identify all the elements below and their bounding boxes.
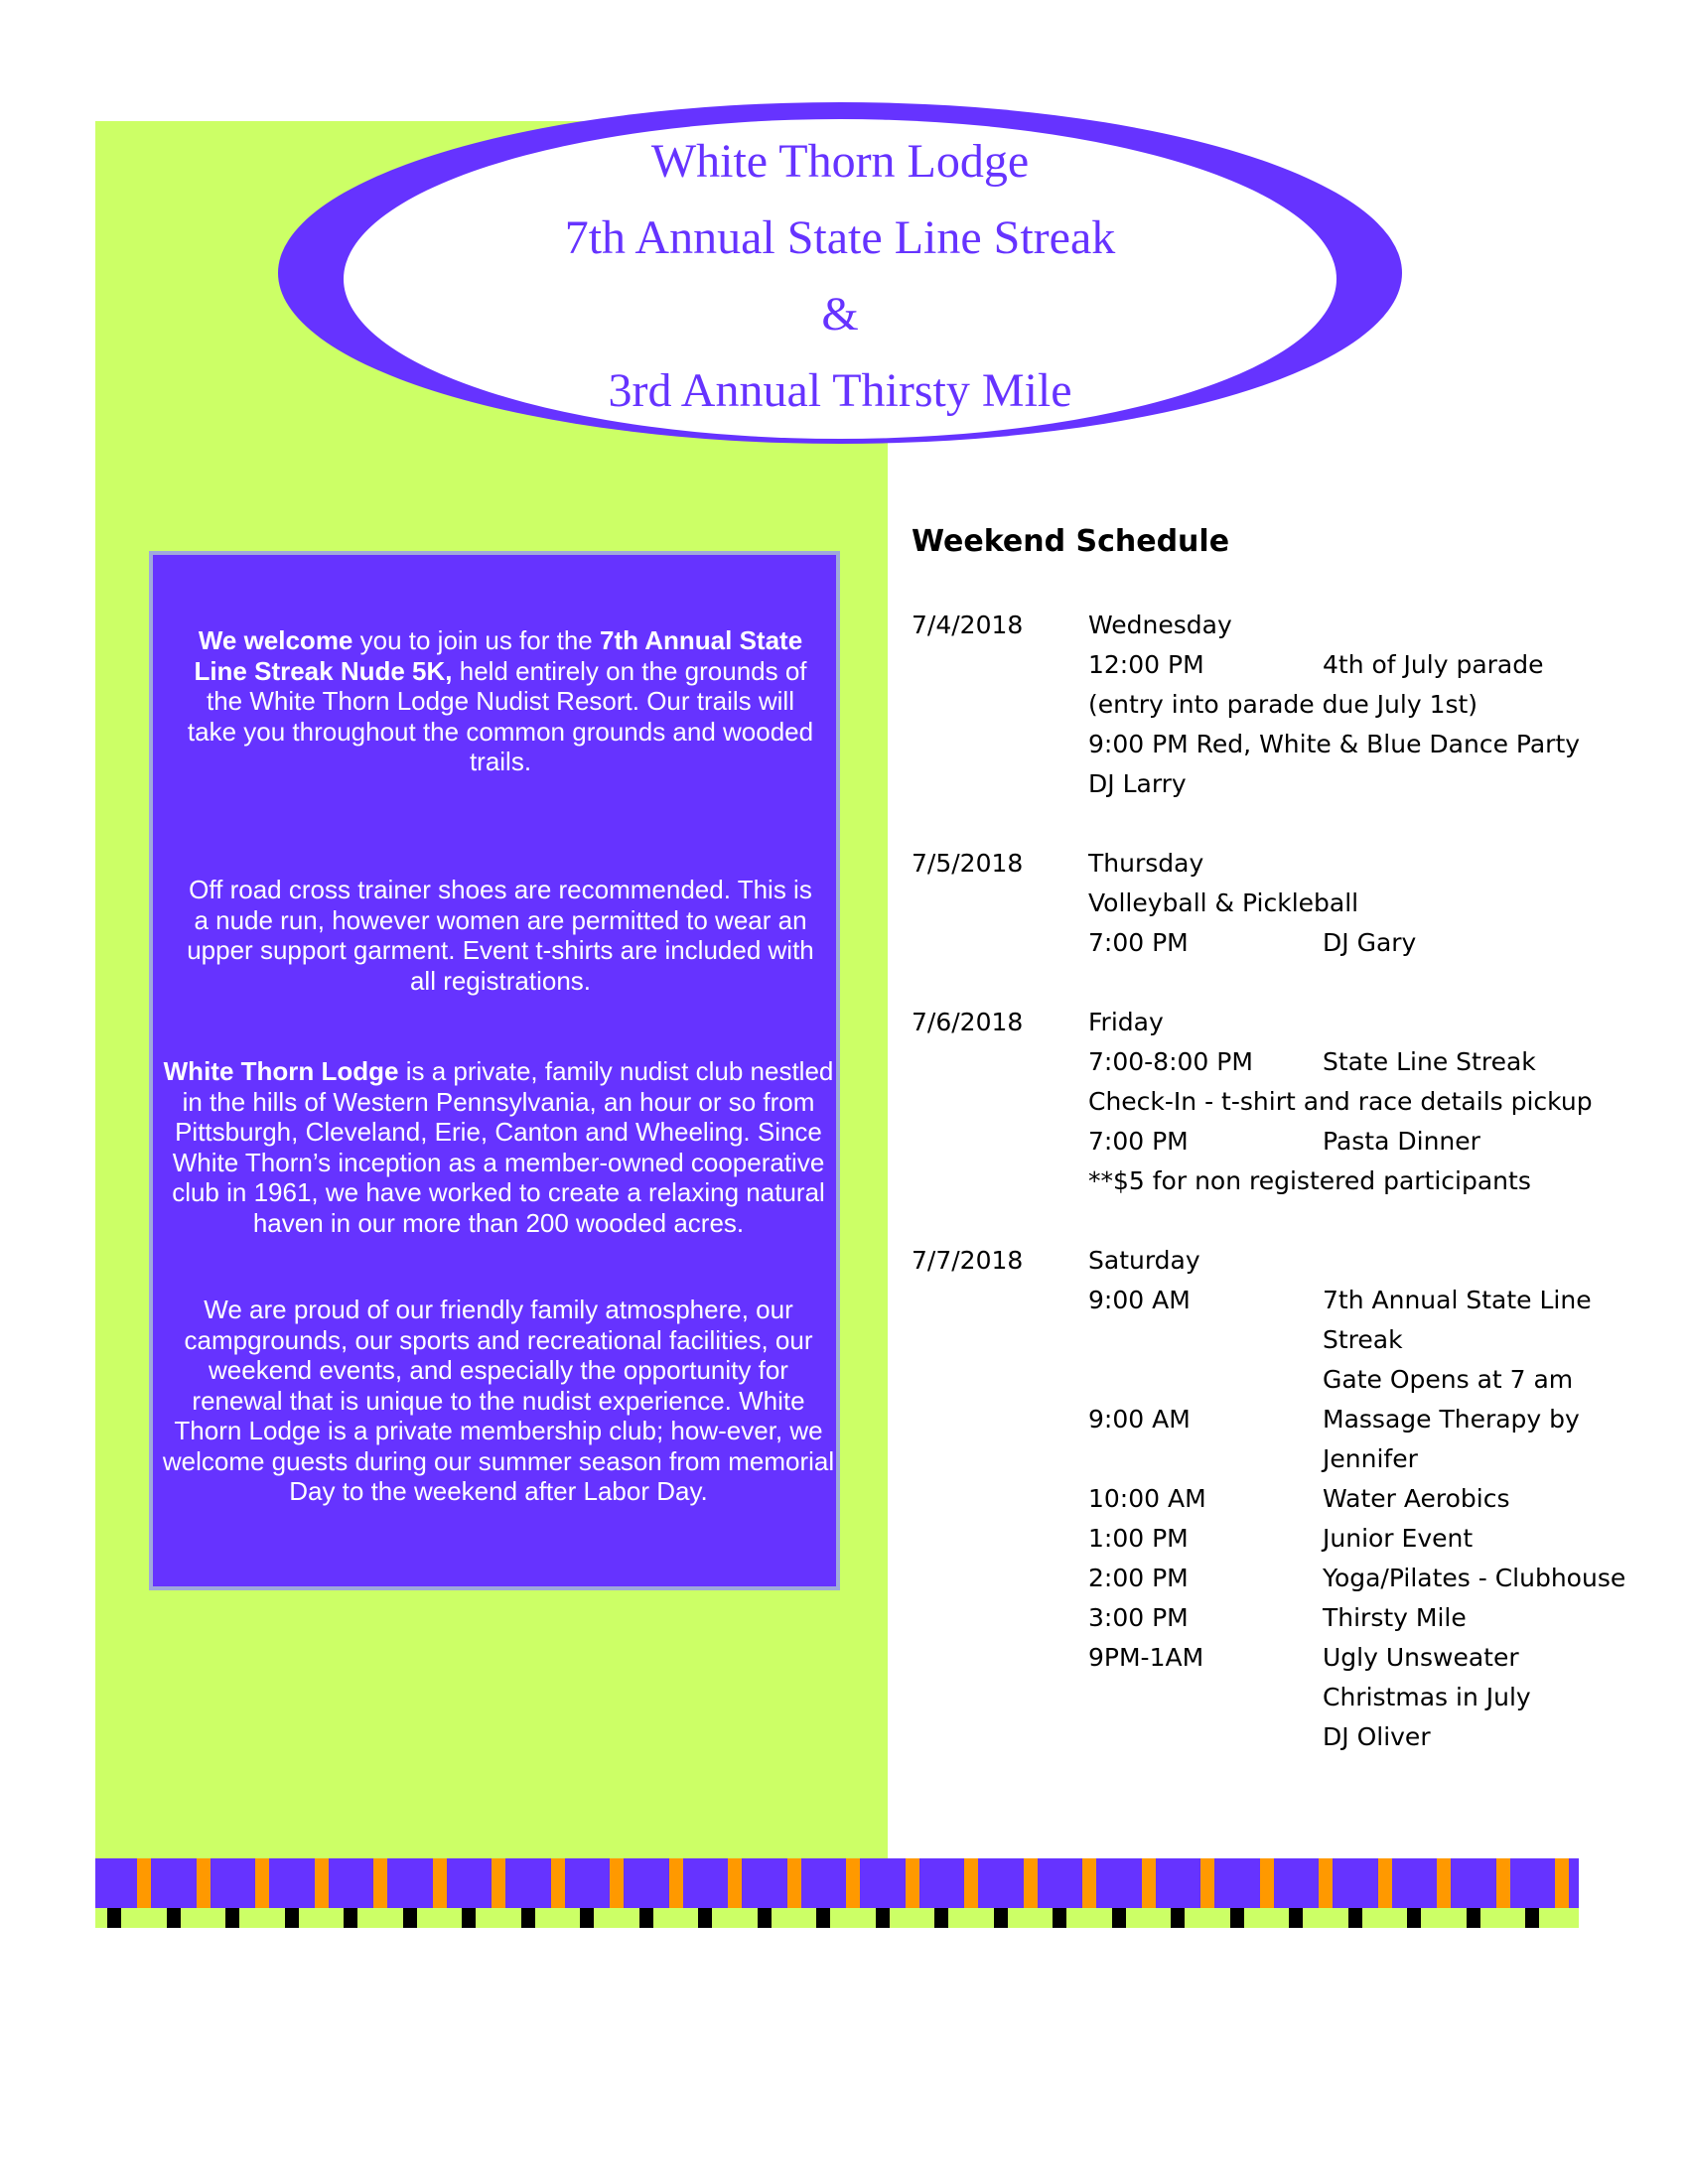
schedule-event: DJ Gary [1323, 928, 1417, 957]
intro-bold-welcome: We welcome [198, 625, 353, 655]
schedule-day: Friday [1088, 1008, 1164, 1036]
stripe-black-square [1525, 1908, 1539, 1928]
stripe-orange-bar [1555, 1858, 1569, 1908]
stripe-black-square [758, 1908, 772, 1928]
intro-paragraph-atmosphere: We are proud of our friendly family atmosphere, our campgrounds, our sports and recreational facilities, our weekend events, and especially the opportunity for renewal that is unique to the nudist experience. White Thorn Lodge is a private membership club; how-ever, we welcome guests during our summer season from memorial Day to the weekend after Labor Day. [162, 1295, 835, 1506]
schedule-time: 12:00 PM [1088, 650, 1204, 679]
stripe-orange-bar [373, 1858, 387, 1908]
stripe-orange-bar [492, 1858, 505, 1908]
schedule-date: 7/5/2018 [912, 849, 1024, 878]
schedule-event: Yoga/Pilates - Clubhouse [1323, 1564, 1626, 1592]
schedule-note: 9:00 PM Red, White & Blue Dance Party [1088, 730, 1581, 758]
schedule-note: **$5 for non registered participants [1088, 1166, 1531, 1195]
stripe-orange-bar [1378, 1858, 1392, 1908]
stripe-orange-bar [1319, 1858, 1333, 1908]
schedule-day: Thursday [1088, 849, 1204, 878]
schedule-date: 7/6/2018 [912, 1008, 1024, 1036]
schedule-time: 3:00 PM [1088, 1603, 1189, 1632]
schedule-event: DJ Oliver [1323, 1722, 1431, 1751]
stripe-orange-bar [1142, 1858, 1156, 1908]
stripe-orange-bar [197, 1858, 211, 1908]
header-title [344, 123, 1336, 429]
stripe-black-square [876, 1908, 890, 1928]
stripe-orange-bar [728, 1858, 742, 1908]
intro-paragraph-shoes: Off road cross trainer shoes are recommended. This is a nude run, however women are permitted to wear an upper support garment. Event t-shirts are included with all registrations. [187, 875, 814, 996]
header-line-lodge: White Thorn Lodge [650, 135, 1030, 188]
schedule-event: 4th of July parade [1323, 650, 1544, 679]
intro-paragraph-lodge: White Thorn Lodge is a private, family nudist club nestled in the hills of Western Pennsylvania, an hour or so from Pittsburgh, Cleveland, Erie, Canton and Wheeling. Since White Thorn’s inception as a member-owned cooperative club in 1961, we have worked to create a relaxing natural haven in our more than 200 wooded acres. [163, 1056, 834, 1238]
header-line-thirsty-mile: 3rd Annual Thirsty Mile [608, 364, 1072, 417]
stripe-black-square [934, 1908, 948, 1928]
schedule-event: Christmas in July [1323, 1683, 1531, 1711]
schedule-time: 7:00 PM [1088, 928, 1189, 957]
stripe-black-square [1112, 1908, 1126, 1928]
stripe-orange-bar [906, 1858, 919, 1908]
stripe-black-square [521, 1908, 535, 1928]
stripe-orange-bar [964, 1858, 978, 1908]
schedule-event: Gate Opens at 7 am [1323, 1365, 1574, 1394]
stripe-black-square [403, 1908, 417, 1928]
schedule-event: Jennifer [1323, 1444, 1418, 1473]
schedule-day: Saturday [1088, 1246, 1200, 1275]
stripe-black-square [344, 1908, 357, 1928]
schedule-date: 7/7/2018 [912, 1246, 1024, 1275]
schedule-event: Water Aerobics [1323, 1484, 1510, 1513]
stripe-orange-bar [1024, 1858, 1038, 1908]
schedule-time: 2:00 PM [1088, 1564, 1189, 1592]
stripe-orange-bar [1437, 1858, 1451, 1908]
stripe-black-square [580, 1908, 594, 1928]
stripe-orange-bar [315, 1858, 329, 1908]
stripe-black-square [107, 1908, 121, 1928]
schedule-time: 1:00 PM [1088, 1524, 1189, 1553]
stripe-black-square [167, 1908, 181, 1928]
schedule-note: DJ Larry [1088, 769, 1187, 798]
stripe-black-square [462, 1908, 476, 1928]
stripe-black-square [285, 1908, 299, 1928]
header-line-streak: 7th Annual State Line Streak [564, 211, 1116, 264]
stripe-orange-bar [1260, 1858, 1274, 1908]
stripe-orange-bar [1082, 1858, 1096, 1908]
schedule-event: 7th Annual State Line [1323, 1286, 1592, 1314]
stripe-orange-bar [433, 1858, 447, 1908]
schedule-time: 9:00 AM [1088, 1405, 1191, 1433]
schedule-day: Wednesday [1088, 611, 1232, 639]
stripe-black-square [698, 1908, 712, 1928]
stripe-black-square [1467, 1908, 1480, 1928]
schedule-date: 7/4/2018 [912, 611, 1024, 639]
stripe-black-square [1053, 1908, 1066, 1928]
intro-bold-lodge: White Thorn Lodge [163, 1056, 399, 1086]
stripe-black-square [225, 1908, 239, 1928]
stripe-black-square [1230, 1908, 1244, 1928]
header-line-ampersand: & [821, 288, 859, 341]
schedule-note: (entry into parade due July 1st) [1088, 690, 1478, 719]
schedule-title: Weekend Schedule [912, 524, 1230, 559]
schedule-event: State Line Streak [1323, 1047, 1536, 1076]
schedule-note: Check-In - t-shirt and race details pickup [1088, 1087, 1593, 1116]
schedule-time: 7:00 PM [1088, 1127, 1189, 1156]
stripe-black-square [1407, 1908, 1421, 1928]
stripe-orange-bar [1496, 1858, 1510, 1908]
intro-bold-event: 7th Annual State Line Streak Nude 5K, [194, 625, 803, 686]
schedule-event: Junior Event [1323, 1524, 1474, 1553]
stripe-orange-bar [137, 1858, 151, 1908]
stripe-orange-bar [610, 1858, 624, 1908]
stripe-orange-bar [846, 1858, 860, 1908]
stripe-orange-bar [1200, 1858, 1214, 1908]
stripe-black-square [1171, 1908, 1185, 1928]
schedule-event: Streak [1323, 1325, 1403, 1354]
decorative-stripe-border [95, 1858, 1579, 1928]
stripe-black-square [1348, 1908, 1362, 1928]
schedule-time: 9:00 AM [1088, 1286, 1191, 1314]
schedule-event: Ugly Unsweater [1323, 1643, 1519, 1672]
schedule-event: Massage Therapy by [1323, 1405, 1580, 1433]
schedule-time: 9PM-1AM [1088, 1643, 1204, 1672]
stripe-orange-bar [787, 1858, 801, 1908]
stripe-black-square [816, 1908, 830, 1928]
intro-paragraph-welcome: We welcome you to join us for the 7th Annual State Line Streak Nude 5K, held entirely on the grounds of the White Thorn Lodge Nudist Resort. Our trails will take you throughout the common grounds and wooded trails. [187, 625, 814, 776]
schedule-time: 7:00-8:00 PM [1088, 1047, 1253, 1076]
schedule-time: 10:00 AM [1088, 1484, 1206, 1513]
stripe-black-square [994, 1908, 1008, 1928]
stripe-orange-bar [551, 1858, 565, 1908]
stripe-black-square [1289, 1908, 1303, 1928]
stripe-black-square [639, 1908, 653, 1928]
intro-box [149, 551, 840, 1590]
schedule-note: Volleyball & Pickleball [1088, 888, 1359, 917]
schedule-event: Pasta Dinner [1323, 1127, 1480, 1156]
stripe-orange-bar [255, 1858, 269, 1908]
schedule-event: Thirsty Mile [1323, 1603, 1467, 1632]
stripe-orange-bar [669, 1858, 683, 1908]
